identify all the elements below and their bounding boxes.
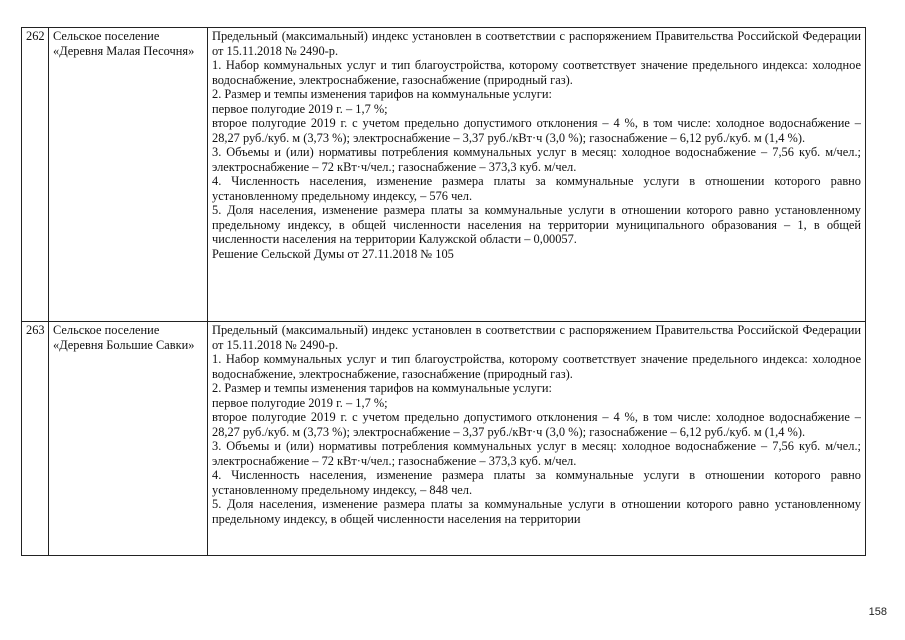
index-description xyxy=(208,28,866,322)
table-row xyxy=(22,322,866,556)
settlement-name: Сельское поселение «Деревня Малая Песочня» xyxy=(49,28,208,322)
description-line: первое полугодие 2019 г. – 1,7 %; xyxy=(212,101,388,116)
description-line: Предельный (максимальный) индекс установлен в соответствии с распоряжением Правительства Российской Федерации от 15.11.2018 № 2490-р. xyxy=(212,323,861,352)
index-description xyxy=(208,322,866,556)
description-line: 1. Набор коммунальных услуг и тип благоустройства, которому соответствует значение предельного индекса: холодное водоснабжение, электроснабжение, газоснабжение (природный газ). xyxy=(212,58,861,87)
table-row xyxy=(22,28,866,322)
description-line: Предельный (максимальный) индекс установлен в соответствии с распоряжением Правительства Российской Федерации от 15.11.2018 № 2490-р. xyxy=(212,29,861,58)
description-line: 2. Размер и темпы изменения тарифов на коммунальные услуги: xyxy=(212,381,552,395)
page-number: 158 xyxy=(868,606,887,618)
tariff-index-table xyxy=(21,27,866,556)
row-number: 263 xyxy=(22,322,49,556)
decision-reference: Решение Сельской Думы от 27.11.2018 № 105 xyxy=(212,246,454,261)
description-line: 4. Численность населения, изменение размера платы за коммунальные услуги в отношении которого равно установленному предельному индексу, – 576 чел. xyxy=(212,174,861,203)
description-line: первое полугодие 2019 г. – 1,7 %; xyxy=(212,395,388,410)
description-line: 4. Численность населения, изменение размера платы за коммунальные услуги в отношении которого равно установленному предельному индексу, – 848 чел. xyxy=(212,468,861,497)
description-line: второе полугодие 2019 г. с учетом предельно допустимого отклонения – 4 %, в том числе: холодное водоснабжение – 28,27 руб./куб. м (3,73 %); электроснабжение – 3,37 руб./кВт·ч (3,0 %); газоснабжение – 6,12 руб./куб. м (1,4 %). xyxy=(212,116,861,145)
description-line: 3. Объемы и (или) нормативы потребления коммунальных услуг в месяц: холодное водоснабжение – 7,56 куб. м/чел.; электроснабжение – 72 кВт·ч/чел.; газоснабжение – 373,3 куб. м/чел. xyxy=(212,439,861,468)
settlement-name: Сельское поселение «Деревня Большие Савки» xyxy=(49,322,208,556)
description-line: 5. Доля населения, изменение размера платы за коммунальные услуги в отношении которого равно установленному предельному индексу, в общей численности населения на территории муниципального образования – 1, в общей численности населения на территории Калужской области – 0,00057. xyxy=(212,203,861,246)
description-line: 2. Размер и темпы изменения тарифов на коммунальные услуги: xyxy=(212,87,552,101)
description-line: 3. Объемы и (или) нормативы потребления коммунальных услуг в месяц: холодное водоснабжение – 7,56 куб. м/чел.; электроснабжение – 72 кВт·ч/чел.; газоснабжение – 373,3 куб. м/чел. xyxy=(212,145,861,174)
description-line: 1. Набор коммунальных услуг и тип благоустройства, которому соответствует значение предельного индекса: холодное водоснабжение, электроснабжение, газоснабжение (природный газ). xyxy=(212,352,861,381)
row-number: 262 xyxy=(22,28,49,322)
description-line: второе полугодие 2019 г. с учетом предельно допустимого отклонения – 4 %, в том числе: холодное водоснабжение – 28,27 руб./куб. м (3,73 %); электроснабжение – 3,37 руб./кВт·ч (3,0 %); газоснабжение – 6,12 руб./куб. м (1,4 %). xyxy=(212,410,861,439)
description-line: 5. Доля населения, изменение размера платы за коммунальные услуги в отношении которого равно установленному предельному индексу, в общей численности населения на территории xyxy=(212,497,861,526)
